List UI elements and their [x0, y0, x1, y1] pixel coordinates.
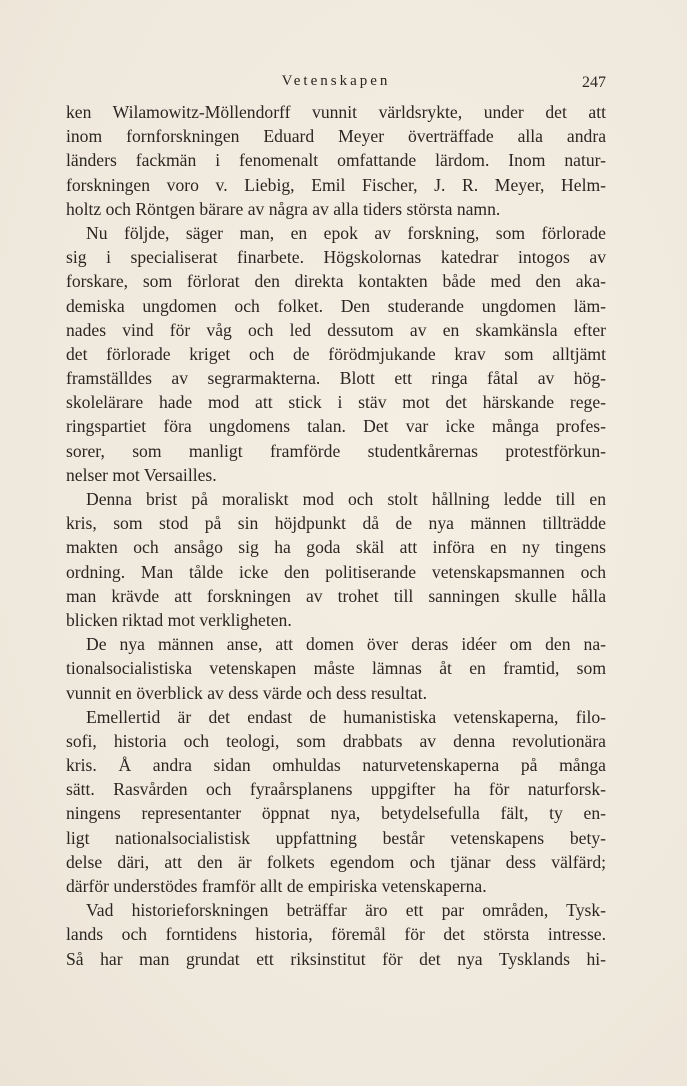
text-line: inom fornforskningen Eduard Meyer överträffade alla andra: [66, 126, 606, 147]
text-line: tionalsocialistiska vetenskapen måste lämnas åt en framtid, som: [66, 658, 606, 679]
text-line: Emellertid är det endast de humanistiska vetenskaperna, filo-: [86, 706, 606, 727]
text-line: vunnit en överblick av dess värde och dess resultat.: [66, 682, 428, 703]
text-line: holtz och Röntgen bärare av några av alla tiders största namn.: [66, 198, 501, 219]
text-line: ordning. Man tålde icke den politiserande vetenskapsmannen och: [66, 561, 606, 582]
text-line: Så har man grundat ett riksinstitut för det nya Tysklands hi-: [66, 948, 606, 969]
text-line: nades vind för våg och led dessutom av en skamkänsla efter: [66, 319, 606, 340]
text-line: Denna brist på moraliskt mod och stolt hållning ledde till en: [86, 489, 606, 509]
text-line: kris. Å andra sidan omhuldas naturvetenskaperna på många: [66, 755, 606, 776]
text-line: blicken riktad mot verkligheten.: [66, 609, 292, 630]
text-line: forskningen voro v. Liebig, Emil Fischer, J. R. Meyer, Helm-: [66, 174, 606, 195]
text-line: sorer, som manligt framförde studentkårernas protestförkun-: [66, 440, 606, 461]
text-line: sig i specialiserat finarbete. Högskolornas katedrar intogos av: [66, 247, 606, 268]
text-line: lands och forntidens historia, föremål för det största intresse.: [66, 924, 606, 945]
text-line: därför understödes framför allt de empiriska vetenskaperna.: [66, 876, 487, 896]
text-line: det förlorade kriget och de förödmjukande krav som alltjämt: [66, 343, 606, 364]
text-line: kris, som stod på sin höjdpunkt då de nya männen tillträdde: [66, 513, 606, 534]
text-line: Nu följde, säger man, en epok av forskning, som förlorade: [86, 222, 606, 243]
text-line: ningens representanter öppnat nya, betydelsefulla fält, ty en-: [66, 803, 606, 824]
text-line: ken Wilamowitz-Möllendorff vunnit världsrykte, under det att: [66, 102, 606, 122]
text-line: delse däri, att den är folkets egendom och tjänar dess välfärd;: [66, 851, 606, 872]
text-line: länders fackmän i fenomenalt omfattande lärdom. Inom natur-: [66, 150, 606, 171]
text-line: De nya männen anse, att domen över deras idéer om den na-: [86, 634, 606, 655]
text-line: sätt. Rasvården och fyraårsplanens uppgifter ha för naturforsk-: [66, 779, 606, 800]
text-line: ringspartiet föra ungdomens talan. Det var icke många profes-: [66, 416, 606, 437]
running-title: Vetenskapen: [281, 73, 391, 89]
body-text: [66, 100, 606, 971]
text-line: demiska ungdomen och folket. Den studerande ungdomen läm-: [66, 295, 606, 316]
text-line: makten och ansågo sig ha goda skäl att införa en ny tingens: [66, 537, 606, 558]
text-line: sofi, historia och teologi, som drabbats av denna revolutionära: [66, 730, 606, 751]
text-line: forskare, som förlorat den direkta kontakten både med den aka-: [66, 271, 606, 292]
text-line: framställdes av segrarmakterna. Blott ett ringa fåtal av hög-: [66, 368, 606, 389]
text-line: skolelärare hade mod att stick i stäv mot det härskande rege-: [66, 392, 606, 413]
page-header: [66, 73, 606, 97]
text-line: man krävde att forskningen av trohet till sanningen skulle hålla: [66, 585, 606, 606]
text-line: Vad historieforskningen beträffar äro ett par områden, Tysk-: [86, 900, 606, 921]
text-line: ligt nationalsocialistisk uppfattning består vetenskapens bety-: [66, 827, 606, 848]
text-line: nelser mot Versailles.: [66, 464, 217, 485]
page-number: 247: [582, 74, 606, 91]
